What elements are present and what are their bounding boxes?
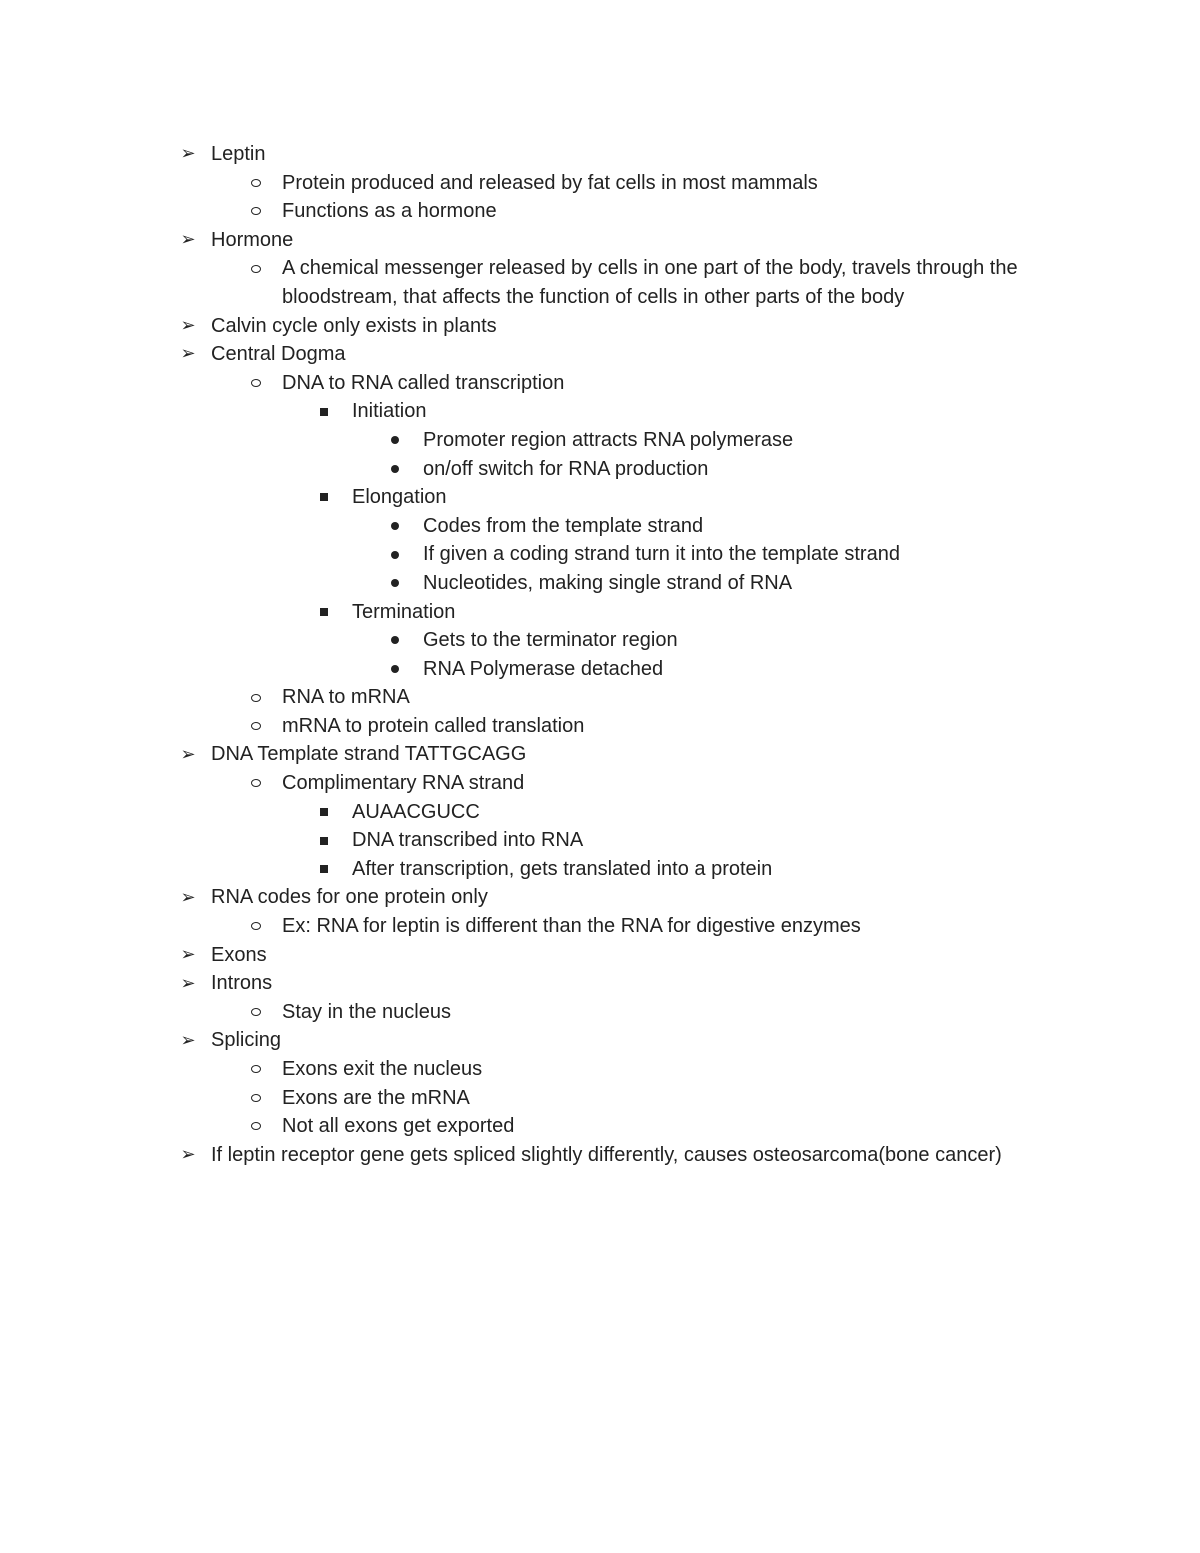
outline-item-text: Promoter region attracts RNA polymerase (423, 428, 794, 451)
disc-bullet-icon (387, 626, 403, 655)
outline-item-level-3 (0, 540, 1053, 569)
outline-item-level-3 (0, 426, 1053, 455)
hollow-circle-bullet-icon (246, 197, 266, 226)
outline-item-text: After transcription, gets translated into a protein (352, 857, 773, 880)
arrow-bullet-icon: ➢ (180, 943, 196, 965)
outline-item-level-0 (0, 226, 1041, 255)
outline-item-level-1 (0, 998, 1052, 1027)
hollow-circle-bullet-icon (246, 1055, 266, 1084)
square-bullet-icon (316, 598, 332, 627)
square-bullet-icon (316, 855, 332, 884)
square-bullet-icon (316, 826, 332, 855)
outline-item-text: Hormone (211, 228, 294, 251)
outline-item-level-1 (0, 912, 1052, 941)
outline-item-level-1 (0, 683, 1052, 712)
outline-item-text: Exons are the mRNA (282, 1086, 470, 1109)
disc-bullet-icon (387, 426, 403, 455)
square-bullet-icon (316, 798, 332, 827)
arrow-bullet-icon: ➢ (180, 143, 196, 165)
outline-item-text: Not all exons get exported (282, 1115, 515, 1138)
outline-item-level-0 (0, 340, 1041, 369)
outline-item-text: RNA codes for one protein only (211, 886, 488, 909)
outline-item-level-2 (0, 826, 1052, 855)
outline-item-text: on/off switch for RNA production (423, 457, 709, 480)
outline-item-level-1 (0, 1084, 1052, 1113)
arrow-bullet-icon: ➢ (180, 743, 196, 765)
disc-bullet-icon (387, 655, 403, 684)
outline-item-text: Elongation (352, 486, 447, 509)
hollow-circle-bullet-icon (246, 712, 266, 741)
outline-item-text: Stay in the nucleus (282, 1000, 451, 1023)
outline-item-level-1 (0, 169, 1052, 198)
outline-item-level-0 (0, 740, 1041, 769)
outline-item-level-0 (0, 140, 1041, 169)
hollow-circle-bullet-icon (246, 254, 266, 283)
bullet-outline (0, 140, 1200, 1169)
outline-item-text: Complimentary RNA strand (282, 772, 525, 795)
outline-item-text: Calvin cycle only exists in plants (211, 314, 497, 337)
outline-item-text: DNA transcribed into RNA (352, 829, 584, 852)
disc-bullet-icon (387, 540, 403, 569)
outline-item-text: Termination (352, 600, 456, 623)
outline-item-level-1 (0, 197, 1052, 226)
hollow-circle-bullet-icon (246, 998, 266, 1027)
outline-item-text: Splicing (211, 1029, 282, 1052)
outline-item-text: Ex: RNA for leptin is different than the RNA for digestive enzymes (282, 915, 861, 938)
outline-item-level-2 (0, 483, 1052, 512)
outline-item-text: Exons (211, 943, 267, 966)
outline-item-level-1 (0, 369, 1052, 398)
outline-item-level-3 (0, 512, 1053, 541)
hollow-circle-bullet-icon (246, 1112, 266, 1141)
outline-item-level-1 (0, 769, 1052, 798)
outline-item-level-2 (0, 798, 1052, 827)
outline-item-level-2 (0, 397, 1052, 426)
hollow-circle-bullet-icon (246, 369, 266, 398)
outline-item-text: Initiation (352, 400, 427, 423)
outline-item-text: Functions as a hormone (282, 200, 497, 223)
outline-item-level-0 (0, 883, 1041, 912)
disc-bullet-icon (387, 512, 403, 541)
outline-item-text: RNA to mRNA (282, 686, 410, 709)
hollow-circle-bullet-icon (246, 169, 266, 198)
arrow-bullet-icon: ➢ (180, 229, 196, 251)
hollow-circle-bullet-icon (246, 1084, 266, 1113)
outline-item-text: Nucleotides, making single strand of RNA (423, 571, 793, 594)
outline-item-text: Exons exit the nucleus (282, 1058, 483, 1080)
outline-item-text: If leptin receptor gene gets spliced slightly differently, causes osteosarcoma(bone cancer) (211, 1143, 1002, 1166)
outline-item-text: Central Dogma (211, 343, 346, 366)
square-bullet-icon (316, 397, 332, 426)
outline-item-level-0 (0, 941, 1041, 970)
arrow-bullet-icon: ➢ (180, 972, 196, 994)
hollow-circle-bullet-icon (246, 769, 266, 798)
outline-item-text: If given a coding strand turn it into the template strand (423, 543, 900, 566)
arrow-bullet-icon: ➢ (180, 314, 196, 336)
outline-item-level-0 (0, 312, 1041, 341)
arrow-bullet-icon: ➢ (180, 1029, 196, 1051)
outline-item-text: RNA Polymerase detached (423, 657, 664, 680)
outline-item-text: A chemical messenger released by cells in one part of the body, travels through the bloodstream, that affects the function of cells in other parts of the body (282, 257, 1018, 308)
hollow-circle-bullet-icon (246, 683, 266, 712)
arrow-bullet-icon: ➢ (180, 886, 196, 908)
outline-item-text: DNA to RNA called transcription (282, 371, 565, 394)
outline-item-level-1 (0, 254, 1052, 311)
outline-item-level-3 (0, 569, 1053, 598)
outline-item-text: DNA Template strand TATTGCAGG (211, 743, 527, 766)
outline-item-text: Leptin (211, 143, 266, 165)
disc-bullet-icon (387, 455, 403, 484)
outline-item-text: AUAACGUCC (352, 800, 480, 823)
outline-item-level-0 (0, 1141, 1041, 1170)
outline-item-level-3 (0, 655, 1053, 684)
outline-item-level-1 (0, 1112, 1052, 1141)
outline-item-level-0 (0, 969, 1041, 998)
outline-item-level-2 (0, 855, 1052, 884)
outline-item-level-2 (0, 598, 1052, 627)
outline-item-text: Protein produced and released by fat cells in most mammals (282, 171, 818, 194)
arrow-bullet-icon: ➢ (180, 343, 196, 365)
outline-item-level-3 (0, 455, 1053, 484)
outline-item-level-1 (0, 1055, 1052, 1084)
outline-item-level-0 (0, 1026, 1041, 1055)
outline-item-level-1 (0, 712, 1052, 741)
outline-item-text: Gets to the terminator region (423, 629, 678, 652)
hollow-circle-bullet-icon (246, 912, 266, 941)
arrow-bullet-icon: ➢ (180, 1144, 196, 1166)
outline-item-text: Codes from the template strand (423, 514, 704, 537)
outline-item-text: mRNA to protein called translation (282, 714, 585, 737)
disc-bullet-icon (387, 569, 403, 598)
outline-item-level-3 (0, 626, 1053, 655)
outline-item-text: Introns (211, 972, 273, 995)
square-bullet-icon (316, 483, 332, 512)
